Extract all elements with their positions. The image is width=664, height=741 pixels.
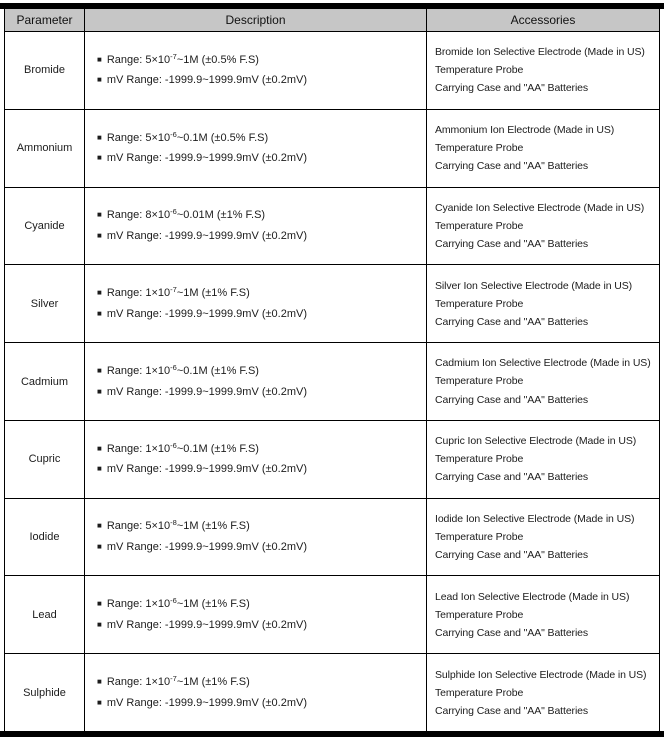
square-bullet-icon: ■ xyxy=(97,443,102,453)
accessory-item: Sulphide Ion Selective Electrode (Made in US) xyxy=(435,668,647,681)
mv-range-text: mV Range: -1999.9~1999.9mV (±0.2mV) xyxy=(106,385,308,398)
accessory-item: Temperature Probe xyxy=(435,686,524,699)
range-line xyxy=(97,209,426,222)
parameter-cell xyxy=(5,110,85,187)
range-line xyxy=(97,520,426,533)
mv-range-text: mV Range: -1999.9~1999.9mV (±0.2mV) xyxy=(106,229,308,242)
square-bullet-icon: ■ xyxy=(97,230,102,240)
mv-range-line xyxy=(97,697,426,710)
header-accessories: Accessories xyxy=(510,13,576,27)
accessory-item: Ammonium Ion Electrode (Made in US) xyxy=(435,124,615,137)
range-suffix: ~0.1M (±0.5% F.S) xyxy=(176,131,269,144)
accessories-cell xyxy=(427,32,659,109)
accessory-item: Carrying Case and "AA" Batteries xyxy=(435,471,589,484)
square-bullet-icon: ■ xyxy=(97,210,102,220)
square-bullet-icon: ■ xyxy=(97,697,102,707)
accessory-item: Cyanide Ion Selective Electrode (Made in US) xyxy=(435,201,645,214)
accessories-cell xyxy=(427,188,659,265)
parameter-label: Bromide xyxy=(24,64,65,77)
accessory-item: Lead Ion Selective Electrode (Made in US) xyxy=(435,590,630,603)
range-exponent: -6 xyxy=(170,207,177,217)
square-bullet-icon: ■ xyxy=(97,619,102,629)
accessory-item: Silver Ion Selective Electrode (Made in US) xyxy=(435,279,633,292)
range-line xyxy=(97,287,426,300)
table-row xyxy=(5,32,659,110)
square-bullet-icon: ■ xyxy=(97,542,102,552)
range-line xyxy=(97,676,426,689)
header-description: Description xyxy=(85,9,427,31)
header-parameter: Parameter xyxy=(5,9,85,31)
parameter-label: Cadmium xyxy=(20,375,69,388)
range-text: Range: 1×10 xyxy=(106,287,171,300)
table-row xyxy=(5,654,659,731)
range-line xyxy=(97,362,426,378)
parameter-label: Lead xyxy=(32,608,57,621)
square-bullet-icon: ■ xyxy=(97,677,102,686)
accessories-cell xyxy=(427,654,659,731)
range-exponent: -7 xyxy=(170,674,177,683)
description-cell xyxy=(85,265,427,342)
accessory-item: Bromide Ion Selective Electrode (Made in US) xyxy=(435,46,645,59)
bottom-rule xyxy=(0,731,664,737)
square-bullet-icon: ■ xyxy=(97,308,102,318)
square-bullet-icon: ■ xyxy=(97,75,102,85)
mv-range-text: mV Range: -1999.9~1999.9mV (±0.2mV) xyxy=(106,541,308,554)
mv-range-text: mV Range: -1999.9~1999.9mV (±0.2mV) xyxy=(106,696,308,709)
range-suffix: ~1M (±0.5% F.S) xyxy=(176,53,259,66)
accessory-item: Temperature Probe xyxy=(435,531,524,544)
parameter-cell xyxy=(5,576,85,653)
parameter-cell xyxy=(5,188,85,265)
square-bullet-icon: ■ xyxy=(97,288,102,298)
accessory-item: Cadmium Ion Selective Electrode (Made in US) xyxy=(435,357,651,370)
parameter-label: Cyanide xyxy=(24,219,65,232)
accessories-cell xyxy=(427,265,659,342)
range-exponent: -7 xyxy=(170,51,177,61)
parameter-cell xyxy=(5,499,85,576)
description-cell xyxy=(85,188,427,265)
table-row xyxy=(5,499,659,577)
parameter-label: Sulphide xyxy=(23,686,66,699)
parameter-label: Silver xyxy=(30,297,59,310)
range-text: Range: 1×10 xyxy=(106,598,171,611)
accessory-item: Carrying Case and "AA" Batteries xyxy=(435,626,589,639)
mv-range-line xyxy=(97,386,426,399)
accessories-cell xyxy=(427,499,659,576)
square-bullet-icon: ■ xyxy=(97,54,102,64)
mv-range-line xyxy=(97,230,426,243)
range-line xyxy=(97,51,426,67)
parameter-cell xyxy=(5,32,85,109)
description-cell xyxy=(85,654,427,731)
range-suffix: ~0.01M (±1% F.S) xyxy=(176,209,266,222)
accessory-item: Carrying Case and "AA" Batteries xyxy=(435,393,589,406)
parameter-label: Iodide xyxy=(29,531,60,544)
mv-range-text: mV Range: -1999.9~1999.9mV (±0.2mV) xyxy=(106,74,308,87)
range-suffix: ~0.1M (±1% F.S) xyxy=(176,442,259,455)
accessory-item: Temperature Probe xyxy=(435,453,524,466)
mv-range-line xyxy=(97,74,426,87)
table-header-row xyxy=(5,9,659,32)
mv-range-text: mV Range: -1999.9~1999.9mV (±0.2mV) xyxy=(106,307,308,320)
range-exponent: -6 xyxy=(170,362,177,372)
parameter-cell xyxy=(5,265,85,342)
parameter-cell xyxy=(5,421,85,498)
mv-range-text: mV Range: -1999.9~1999.9mV (±0.2mV) xyxy=(106,463,308,476)
square-bullet-icon: ■ xyxy=(97,132,102,142)
parameter-cell xyxy=(5,654,85,731)
range-line xyxy=(97,598,426,611)
accessory-item: Temperature Probe xyxy=(435,608,524,621)
square-bullet-icon: ■ xyxy=(97,464,102,474)
accessory-item: Cupric Ion Selective Electrode (Made in US) xyxy=(435,435,637,448)
spec-table xyxy=(4,9,660,731)
range-text: Range: 5×10 xyxy=(106,131,171,144)
table-row xyxy=(5,343,659,421)
description-cell xyxy=(85,110,427,187)
accessory-item: Iodide Ion Selective Electrode (Made in US) xyxy=(435,512,635,525)
range-text: Range: 1×10 xyxy=(106,364,171,377)
range-suffix: ~1M (±1% F.S) xyxy=(176,676,250,688)
parameter-label: Ammonium xyxy=(16,142,73,155)
accessory-item: Carrying Case and "AA" Batteries xyxy=(435,160,589,173)
mv-range-line xyxy=(97,463,426,476)
accessory-item: Carrying Case and "AA" Batteries xyxy=(435,82,589,95)
accessory-item: Carrying Case and "AA" Batteries xyxy=(435,549,589,562)
mv-range-text: mV Range: -1999.9~1999.9mV (±0.2mV) xyxy=(106,152,308,165)
range-text: Range: 8×10 xyxy=(106,209,171,222)
range-line xyxy=(97,440,426,456)
accessory-item: Temperature Probe xyxy=(435,142,524,155)
square-bullet-icon: ■ xyxy=(97,153,102,163)
table-row xyxy=(5,576,659,654)
accessory-item: Temperature Probe xyxy=(435,375,524,388)
mv-range-line xyxy=(97,308,426,321)
table-row xyxy=(5,110,659,188)
description-cell xyxy=(85,343,427,420)
range-text: Range: 1×10 xyxy=(106,442,171,455)
table-body xyxy=(5,32,659,731)
range-exponent: -8 xyxy=(170,518,177,528)
range-suffix: ~1M (±1% F.S) xyxy=(176,287,250,300)
table-row xyxy=(5,265,659,343)
square-bullet-icon: ■ xyxy=(97,386,102,396)
mv-range-line xyxy=(97,541,426,554)
parameter-label: Cupric xyxy=(28,453,61,466)
range-exponent: -6 xyxy=(170,440,177,450)
description-cell xyxy=(85,32,427,109)
square-bullet-icon: ■ xyxy=(97,365,102,375)
accessory-item: Carrying Case and "AA" Batteries xyxy=(435,704,589,717)
range-text: Range: 5×10 xyxy=(106,53,171,66)
range-exponent: -6 xyxy=(170,596,177,606)
range-suffix: ~1M (±1% F.S) xyxy=(176,598,250,611)
accessory-item: Carrying Case and "AA" Batteries xyxy=(435,237,589,250)
description-cell xyxy=(85,499,427,576)
table-row xyxy=(5,421,659,499)
square-bullet-icon: ■ xyxy=(97,521,102,531)
accessory-item: Carrying Case and "AA" Batteries xyxy=(435,315,589,328)
table-row xyxy=(5,188,659,266)
mv-range-line xyxy=(97,152,426,165)
accessory-item: Temperature Probe xyxy=(435,64,524,77)
range-text: Range: 5×10 xyxy=(106,520,171,533)
accessories-cell xyxy=(427,110,659,187)
parameter-cell xyxy=(5,343,85,420)
range-text: Range: 1×10 xyxy=(106,676,171,688)
accessories-cell xyxy=(427,421,659,498)
mv-range-line xyxy=(97,619,426,632)
range-exponent: -7 xyxy=(170,285,177,295)
accessory-item: Temperature Probe xyxy=(435,219,524,232)
description-cell xyxy=(85,576,427,653)
range-exponent: -6 xyxy=(170,129,177,139)
range-suffix: ~0.1M (±1% F.S) xyxy=(176,364,259,377)
square-bullet-icon: ■ xyxy=(97,599,102,609)
mv-range-text: mV Range: -1999.9~1999.9mV (±0.2mV) xyxy=(106,618,308,631)
accessories-cell xyxy=(427,576,659,653)
range-line xyxy=(97,129,426,145)
range-suffix: ~1M (±1% F.S) xyxy=(176,520,250,533)
accessories-cell xyxy=(427,343,659,420)
description-cell xyxy=(85,421,427,498)
accessory-item: Temperature Probe xyxy=(435,297,524,310)
